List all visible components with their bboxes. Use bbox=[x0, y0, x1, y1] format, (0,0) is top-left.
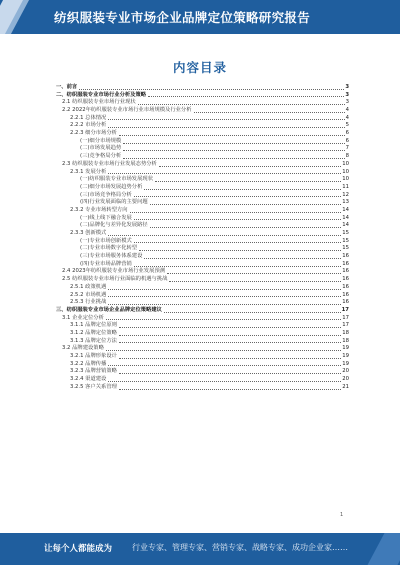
footer-roles: 行业专家、管理专家、营销专家、战略专家、成功企业家…… bbox=[132, 543, 348, 552]
toc-dot-leader bbox=[119, 135, 345, 136]
toc-dot-leader bbox=[167, 273, 341, 274]
toc-entry-title: (四)行业发展面临的主要问题 bbox=[80, 199, 148, 206]
toc-dot-leader bbox=[134, 219, 341, 220]
toc-entry-page: 6 bbox=[345, 130, 349, 137]
toc-entry-title: 3.1 企业定位分析 bbox=[62, 314, 104, 321]
toc-entry-page: 14 bbox=[342, 214, 349, 221]
toc-entry-page: 11 bbox=[342, 183, 349, 190]
toc-entry-title: (四)专业市场品牌营销 bbox=[80, 260, 132, 267]
toc-entry-title: 2.4 2023年纺织服装专业市场行业发展预测 bbox=[62, 268, 166, 275]
toc-entry-page: 13 bbox=[342, 199, 349, 206]
toc-entry[interactable] bbox=[56, 222, 349, 230]
toc-entry-title: 二、纺织服装专业市场行业分析及策略 bbox=[56, 91, 147, 98]
toc-dot-leader bbox=[79, 89, 344, 90]
report-title: 纺织服装专业市场企业品牌定位策略研究报告 bbox=[54, 10, 311, 25]
toc-entry-page: 19 bbox=[342, 360, 349, 367]
toc-dot-leader bbox=[119, 358, 341, 359]
toc-entry-title: 3.2.4 渠道建设 bbox=[70, 376, 107, 383]
toc-entry-title: 3.1.1 品牌定位原则 bbox=[70, 322, 117, 329]
toc-dot-leader bbox=[150, 204, 342, 205]
toc-dot-leader bbox=[194, 112, 345, 113]
toc-dot-leader bbox=[144, 258, 341, 259]
toc-dot-leader bbox=[108, 381, 341, 382]
toc-entry[interactable] bbox=[56, 99, 349, 107]
toc-entry[interactable] bbox=[56, 253, 349, 261]
toc-dot-leader bbox=[108, 235, 341, 236]
toc-dot-leader bbox=[134, 266, 341, 267]
toc-entry-page: 6 bbox=[345, 137, 349, 144]
toc-entry-title: 2.3.1 发展分析 bbox=[70, 168, 107, 175]
toc-entry-title: 3.1.3 品牌定位方法 bbox=[70, 337, 117, 344]
toc-entry-page: 14 bbox=[342, 206, 349, 213]
toc-entry-page: 3 bbox=[345, 99, 349, 106]
toc-entry-page: 10 bbox=[342, 160, 349, 167]
toc-entry[interactable] bbox=[56, 276, 349, 284]
toc-entry[interactable] bbox=[56, 184, 349, 192]
toc-entry-title: 2.5.1 政策机遇 bbox=[70, 283, 107, 290]
toc-dot-leader bbox=[123, 143, 344, 144]
toc-entry-title: (一)专业市场创新模式 bbox=[80, 237, 132, 244]
toc-entry[interactable] bbox=[56, 107, 349, 115]
toc-entry-page: 15 bbox=[342, 230, 349, 237]
toc-entry[interactable] bbox=[56, 130, 349, 138]
footer-accent-stripe bbox=[367, 533, 400, 565]
toc-entry-page: 17 bbox=[342, 322, 349, 329]
toc-entry-title: 2.3 纺织服装专业市场行业发展态势分析 bbox=[62, 160, 157, 167]
toc-entry-title: 2.3.3 创新模式 bbox=[70, 230, 107, 237]
toc-entry-page: 18 bbox=[342, 329, 349, 336]
toc-dot-leader bbox=[138, 104, 345, 105]
toc-entry-title: (三)市场竞争格局分析 bbox=[80, 191, 132, 198]
toc-entry-title: (一)细分市场规模 bbox=[80, 137, 122, 144]
toc-entry-title: 2.5.3 行业挑战 bbox=[70, 299, 107, 306]
toc-entry-title: (二)细分市场发展趋势分析 bbox=[80, 183, 143, 190]
toc-entry-page: 16 bbox=[342, 299, 349, 306]
toc-entry-title: 3.2.1 品牌形象设计 bbox=[70, 353, 117, 360]
toc-dot-leader bbox=[119, 373, 341, 374]
toc-entry[interactable] bbox=[56, 230, 349, 238]
toc-entry-title: 2.1 纺织服装专业市场行业现状 bbox=[62, 99, 136, 106]
toc-dot-leader bbox=[159, 166, 341, 167]
toc-dot-leader bbox=[106, 319, 341, 320]
toc-dot-leader bbox=[155, 181, 341, 182]
toc-entry[interactable] bbox=[56, 376, 349, 384]
toc-dot-leader bbox=[106, 350, 341, 351]
toc-entry[interactable] bbox=[56, 330, 349, 338]
toc-entry-title: 2.2.2 市场分析 bbox=[70, 122, 107, 129]
toc-entry-page: 4 bbox=[345, 114, 349, 121]
toc-entry[interactable] bbox=[56, 353, 349, 361]
toc-entry-title: (二)品牌化与差异化发展路径 bbox=[80, 222, 148, 229]
toc-dot-leader bbox=[108, 127, 344, 128]
toc-entry-page: 14 bbox=[342, 222, 349, 229]
toc-dot-leader bbox=[108, 289, 341, 290]
toc-entry-title: 2.2.1 总体情况 bbox=[70, 114, 107, 121]
table-of-contents bbox=[56, 84, 349, 392]
toc-entry[interactable] bbox=[56, 384, 349, 392]
toc-entry-title: 2.3.2 专业市场转型方向 bbox=[70, 206, 128, 213]
toc-entry-title: (一)纺织服装专业市场发展现状 bbox=[80, 176, 153, 183]
toc-dot-leader bbox=[119, 389, 341, 390]
toc-dot-leader bbox=[150, 227, 342, 228]
toc-entry[interactable] bbox=[56, 207, 349, 215]
toc-entry[interactable] bbox=[56, 322, 349, 330]
toc-entry-page: 10 bbox=[342, 168, 349, 175]
toc-dot-leader bbox=[108, 304, 341, 305]
toc-dot-leader bbox=[164, 312, 341, 313]
toc-entry-title: 3.1.2 品牌定位策略 bbox=[70, 329, 117, 336]
toc-entry-title: 2.5 纺织服装专业市场行业面临的机遇与挑战 bbox=[62, 276, 168, 283]
toc-dot-leader bbox=[169, 281, 341, 282]
toc-entry-page: 3 bbox=[345, 83, 349, 90]
toc-entry-title: 一、前言 bbox=[56, 83, 78, 90]
toc-entry[interactable] bbox=[56, 176, 349, 184]
toc-entry-page: 15 bbox=[342, 245, 349, 252]
toc-dot-leader bbox=[144, 189, 341, 190]
toc-entry-page: 8 bbox=[345, 153, 349, 160]
toc-entry[interactable] bbox=[56, 307, 349, 315]
toc-entry-page: 20 bbox=[342, 376, 349, 383]
toc-entry-title: (一)线上线下融合发展 bbox=[80, 214, 132, 221]
footer-slogan: 让每个人都能成为 bbox=[44, 544, 113, 554]
toc-entry[interactable] bbox=[56, 84, 349, 92]
toc-entry-page: 16 bbox=[342, 276, 349, 283]
toc-entry-title: (三)竞争格局分析 bbox=[80, 153, 122, 160]
toc-entry[interactable] bbox=[56, 161, 349, 169]
toc-dot-leader bbox=[108, 296, 341, 297]
toc-entry[interactable] bbox=[56, 368, 349, 376]
toc-entry[interactable] bbox=[56, 299, 349, 307]
report-header-banner bbox=[0, 0, 400, 34]
toc-dot-leader bbox=[108, 119, 344, 120]
toc-entry[interactable] bbox=[56, 284, 349, 292]
toc-entry-page: 7 bbox=[345, 145, 349, 152]
toc-entry-page: 12 bbox=[342, 191, 349, 198]
footer-banner bbox=[0, 533, 400, 565]
toc-dot-leader bbox=[148, 96, 344, 97]
toc-dot-leader bbox=[108, 173, 341, 174]
toc-dot-leader bbox=[139, 250, 341, 251]
toc-entry-title: 3.2.3 品牌营销策略 bbox=[70, 368, 117, 375]
toc-entry-page: 19 bbox=[342, 353, 349, 360]
toc-entry-page: 15 bbox=[342, 237, 349, 244]
toc-heading: 内容目录 bbox=[172, 60, 227, 75]
toc-dot-leader bbox=[119, 335, 341, 336]
toc-entry-page: 21 bbox=[342, 383, 349, 390]
toc-dot-leader bbox=[108, 365, 341, 366]
toc-entry-page: 5 bbox=[345, 122, 349, 129]
toc-entry-title: 3.2.5 客户关系管理 bbox=[70, 383, 117, 390]
toc-dot-leader bbox=[123, 150, 344, 151]
toc-entry-page: 17 bbox=[342, 314, 349, 321]
toc-dot-leader bbox=[134, 196, 341, 197]
toc-entry-title: (二)专业市场数字化转型 bbox=[80, 245, 138, 252]
toc-entry-page: 17 bbox=[341, 306, 349, 313]
toc-entry-title: 2.2.3 细分市场分析 bbox=[70, 130, 117, 137]
toc-dot-leader bbox=[134, 242, 341, 243]
toc-entry-page: 16 bbox=[342, 253, 349, 260]
toc-entry-page: 20 bbox=[342, 368, 349, 375]
toc-dot-leader bbox=[123, 158, 344, 159]
toc-entry-page: 19 bbox=[342, 345, 349, 352]
toc-entry[interactable] bbox=[56, 122, 349, 130]
toc-entry-title: 2.5.2 市场机遇 bbox=[70, 291, 107, 298]
toc-entry[interactable] bbox=[56, 345, 349, 353]
page-number: 1 bbox=[340, 512, 344, 518]
toc-entry-title: 3.2.2 品牌传播 bbox=[70, 360, 107, 367]
toc-entry-page: 3 bbox=[345, 91, 349, 98]
toc-entry[interactable] bbox=[56, 245, 349, 253]
toc-entry-page: 16 bbox=[342, 260, 349, 267]
toc-dot-leader bbox=[119, 342, 341, 343]
toc-entry-page: 10 bbox=[342, 176, 349, 183]
toc-dot-leader bbox=[119, 327, 341, 328]
toc-dot-leader bbox=[130, 212, 342, 213]
toc-entry-title: (二)市场发展趋势 bbox=[80, 145, 122, 152]
toc-entry-page: 16 bbox=[342, 283, 349, 290]
toc-entry[interactable] bbox=[56, 199, 349, 207]
toc-entry-page: 16 bbox=[342, 268, 349, 275]
toc-entry-page: 4 bbox=[345, 107, 349, 114]
toc-entry[interactable] bbox=[56, 153, 349, 161]
toc-entry-page: 18 bbox=[342, 337, 349, 344]
toc-entry-page: 16 bbox=[342, 291, 349, 298]
toc-entry-title: 2.2 2022年纺织服装专业市场行业市场规模及行业分析 bbox=[62, 107, 192, 114]
toc-entry-title: (三)专业市场服务体系建设 bbox=[80, 253, 143, 260]
toc-entry-title: 三、纺织服装专业市场企业品牌定位策略建议 bbox=[56, 306, 162, 313]
toc-entry-title: 3.2 品牌建设策略 bbox=[62, 345, 104, 352]
